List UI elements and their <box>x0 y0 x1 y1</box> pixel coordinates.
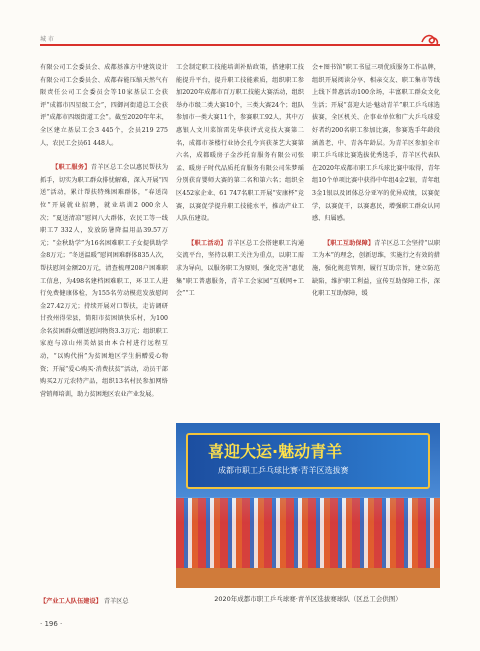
section-title-mutual-aid: 【职工互助保障】 <box>324 239 375 247</box>
photo-caption: 2020年成都市职工乒乓球赛·青羊区选拔赛球队（区总工会供图） <box>214 595 402 603</box>
col1-service-text: 青羊区总工会以惠民帮扶为抓手，切实为职工群众排忧解难，深入开展“四送”活动，累计帮扶特殊困难群体，“春送岗位”开展就业招聘，就业培训2 000余人次；“夏送清凉”慰问八大群体，农民工等一线职工7 332人，发放防暑降温用品39.57万元；“金秋助学”为16名困难职工子女提供助学金8万元；“冬送温暖”慰问困难群体835人次，帮扶慰问金额20万元，清查梳理208户困难职工信息，为498名建档困难职工，环卫工人进行免费健康体检，为155名劳动模范发放慰问金27.42万元；持续开展对口帮扶，走访调研甘孜州得荣县，简阳市贫困镇快乐村，为100余名贫困群众赠送慰问物资3.3万元；组织职工家庭与凉山州美姑县由本合村进行远程互动，“以购代捐”为贫困地区学生捐赠爱心物资；开展“爱心购买·消费扶贫”活动，动员干部购买2万元农特产品，组织13名村民参加网络营销师培训，助力贫困地区农业产业发展。 <box>40 164 169 398</box>
col2-paragraph-1: 工会制定职工技能培训补贴政策，搭建职工技能提升平台，提升职工技能素质，组织职工参加2020年成都市百万职工技能大赛活动，组织举办市级二类大赛10个，三类大赛24个；组队参加市一类大赛11个，参赛职工92人，其中万惠银人文川菜馆雷先华获评式竞技大赛第二名，成都市茶楼行业协会孔令宾获茶艺大赛第六名，成都暖房子金沙托育服务有限公司张孟、暖房子时代品质托育服务有限公司朱梦瑶分别获育婴师大赛的第二名和第六名；组织全区452家企业、61 747名职工开展“安康杯”竞赛，以赛促学提升职工技能水平，推动产业工人队伍建设。 <box>176 64 304 223</box>
column-2 <box>176 62 304 301</box>
photo-banner <box>186 433 430 489</box>
col1-paragraph-2 <box>40 162 168 401</box>
col2-paragraph-2 <box>176 238 304 301</box>
column-1 <box>40 62 168 401</box>
col3-mutual-aid-text: 青羊区总工会坚持“以职工为本”的理念，创新思维，实施行之有效的措施，强化规范管理，履行互助宗旨，建立防范缺陷，维护职工利益，宣传互助保障工作，深化职工互助保障，缓 <box>312 239 441 298</box>
col3-paragraph-2 <box>312 238 440 301</box>
col3-paragraph-1: 会+图书馆”职工书屋三项优质服务工作品牌，组织开展阅读分享、相亲交友、职工集市等线上线下普惠活动100余场，丰富职工群众文化生活；开展“喜迎大运·魅动青羊”职工乒乓球选拔赛，全区机关、企事业单位和广大乒乓球爱好者约200名职工参加比赛，参赛选手年龄段涵盖老、中、青各年龄层。为青羊区参加全市职工乒乓球比赛选拔优秀选手，青羊区代表队在2020年成都市职工乒乓球比赛中取得，青年组10个单项比赛中获得中年组4金2银，青年组3金1银以及团体总分亚军的优异成绩，以赛促学，以赛促干，以赛惠民，增强职工群众认同感、归属感。 <box>312 64 440 223</box>
photo-group-of-people <box>176 498 440 568</box>
bottom-section-text: 青羊区总 <box>103 598 129 605</box>
col1-paragraph-1: 有限公司工会委员会、成都基准方中建筑设计有限公司工会委员会、成都春能压缩天然气有限责任公司工会委员会等10家基层工会获评“成都市四星级工会”，四御河街道总工会获评“成都市四级街道工会”。截至2020年年末，全区建立基层工会3 445个，会员219 275人，农民工会员61 448人。 <box>40 64 168 147</box>
section-title-activities: 【职工活动】 <box>188 239 227 247</box>
header-rule <box>40 44 440 46</box>
bottom-section <box>40 596 129 605</box>
page-number: · 196 · <box>40 620 63 628</box>
event-photo <box>176 423 440 588</box>
section-title-service: 【职工服务】 <box>52 164 91 172</box>
column-3 <box>312 62 440 301</box>
section-title-workforce: 【产业工人队伍建设】 <box>40 598 102 605</box>
banner-headline: 喜迎大运·魅动青羊 <box>208 442 343 461</box>
photo-floor <box>176 568 440 588</box>
decorative-swirl-icon <box>420 32 440 46</box>
col2-activities-text: 青羊区总工会搭建职工沟通交流平台，坚持以职工关注为重点，以职工需求为导向，以服务职工为原则，强化完善“惠优集”职工普惠服务，青羊工会家园“互联网+工会”“工 <box>176 239 305 298</box>
banner-subtitle: 成都市职工乒乓球比赛·青羊区选拔赛 <box>218 466 349 475</box>
header-section-label: 城 市 <box>40 36 54 43</box>
